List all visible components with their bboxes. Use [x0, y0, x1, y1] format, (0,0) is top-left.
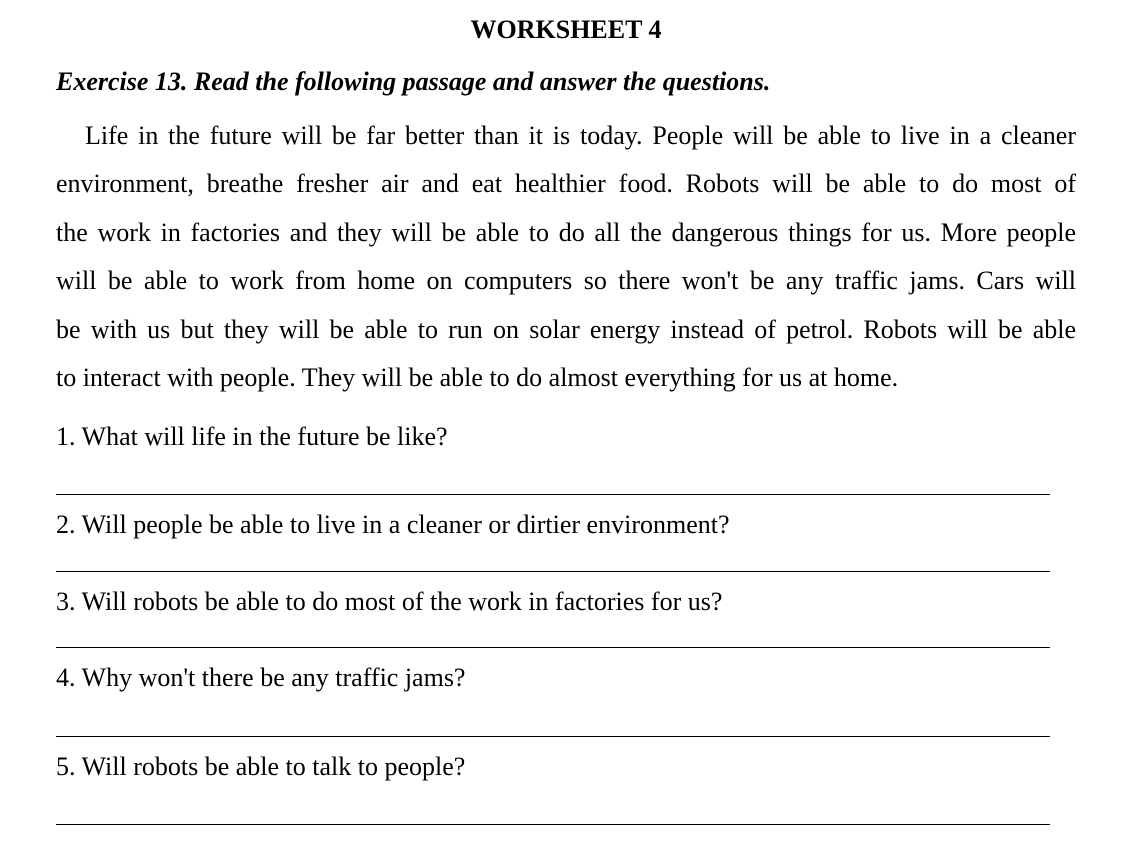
question-3: 3. Will robots be able to do most of the work in factories for us? [56, 587, 723, 616]
answer-line-1[interactable] [56, 494, 1050, 495]
passage-line: environment, breathe fresher air and eat healthier food. Robots will be able to do most of [56, 169, 1076, 199]
question-2: 2. Will people be able to live in a cleaner or dirtier environment? [56, 510, 730, 539]
answer-line-3[interactable] [56, 647, 1050, 648]
passage-line: the work in factories and they will be able to do all the dangerous things for us. More people [56, 217, 1076, 247]
passage-line: to interact with people. They will be able to do almost everything for us at home. [56, 362, 899, 392]
question-4: 4. Why won't there be any traffic jams? [56, 663, 466, 692]
exercise-heading: Exercise 13. Read the following passage and answer the questions. [56, 67, 771, 96]
passage-line: will be able to work from home on computers so there won't be any traffic jams. Cars will [56, 266, 1076, 296]
answer-line-5[interactable] [56, 824, 1050, 825]
question-1: 1. What will life in the future be like? [56, 422, 448, 451]
passage-line: Life in the future will be far better than it is today. People will be able to live in a cleaner [85, 121, 1076, 150]
reading-passage [56, 116, 1076, 406]
answer-line-2[interactable] [56, 571, 1050, 572]
worksheet-title: WORKSHEET 4 [470, 15, 662, 44]
passage-line: be with us but they will be able to run on solar energy instead of petrol. Robots will be able [56, 314, 1076, 344]
question-5: 5. Will robots be able to talk to people? [56, 752, 466, 781]
answer-line-4[interactable] [56, 736, 1050, 737]
